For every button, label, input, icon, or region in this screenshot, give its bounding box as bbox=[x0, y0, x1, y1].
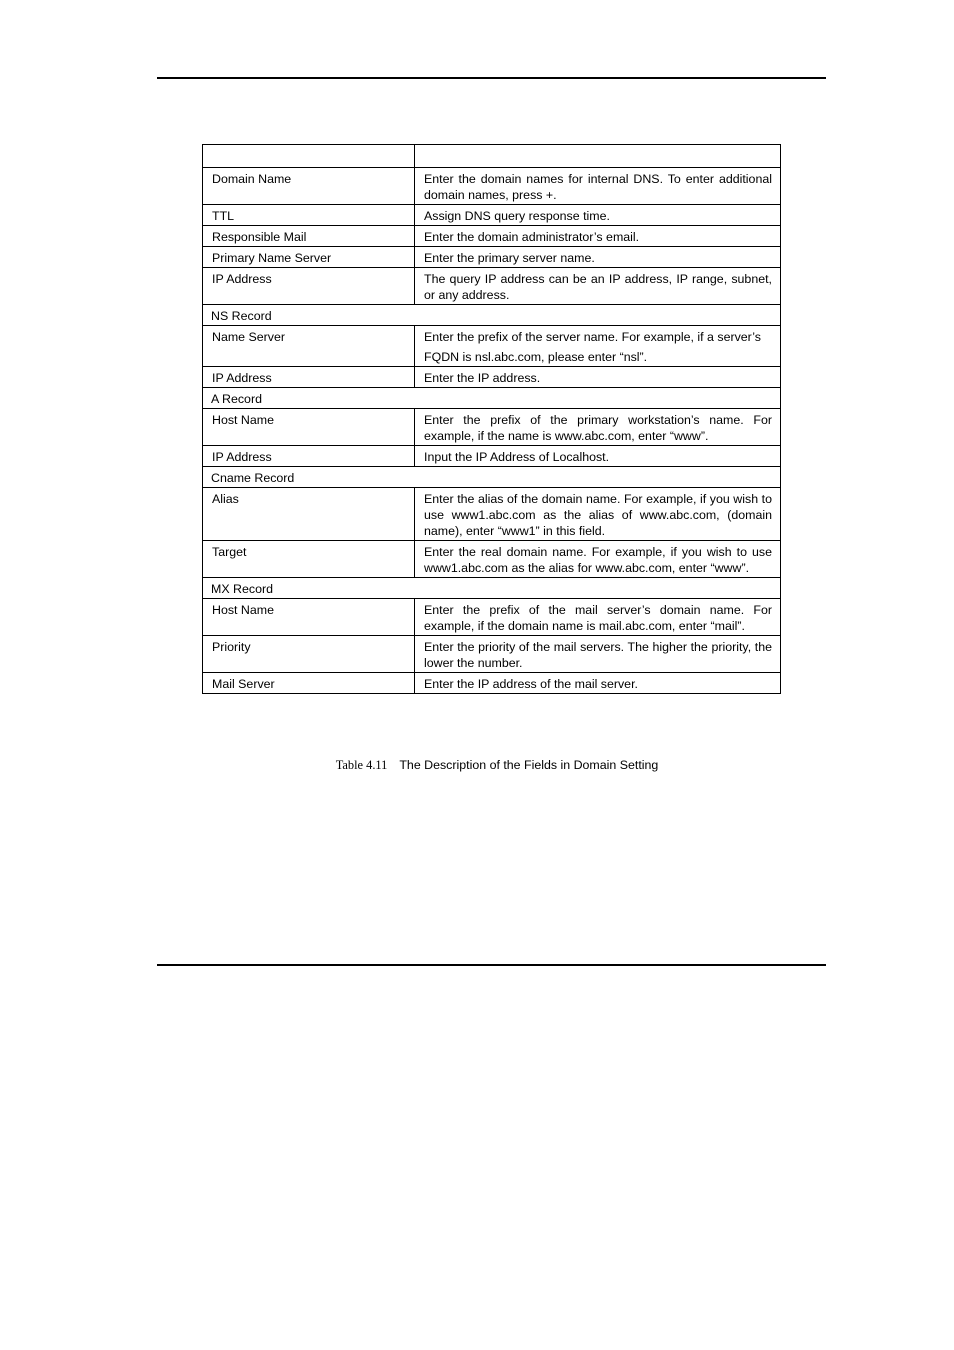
field-name: Name Server bbox=[203, 326, 415, 367]
caption-text: The Description of the Fields in Domain Setting bbox=[399, 758, 659, 772]
table-row bbox=[203, 636, 781, 673]
field-name: Alias bbox=[203, 488, 415, 541]
table-row bbox=[203, 326, 781, 367]
header-cell-field bbox=[203, 145, 415, 168]
section-row bbox=[203, 467, 781, 488]
description-paragraph: Assign DNS query response time. bbox=[424, 209, 610, 223]
section-row bbox=[203, 305, 781, 326]
table-row bbox=[203, 446, 781, 467]
field-description bbox=[415, 409, 781, 446]
description-paragraph: Enter the prefix of the primary workstation’s name. For example, if the name is www.abc.com, enter “www”. bbox=[424, 413, 772, 443]
footer-rule bbox=[157, 964, 826, 966]
field-name: Host Name bbox=[203, 409, 415, 446]
section-title: MX Record bbox=[203, 578, 781, 599]
table-row bbox=[203, 673, 781, 694]
field-description bbox=[415, 488, 781, 541]
field-name: Domain Name bbox=[203, 168, 415, 205]
field-description bbox=[415, 636, 781, 673]
field-description bbox=[415, 673, 781, 694]
table-row bbox=[203, 168, 781, 205]
description-paragraph: Enter the prefix of the server name. For example, if a server’s bbox=[424, 330, 761, 344]
description-paragraph: Enter the primary server name. bbox=[424, 251, 595, 265]
description-paragraph: Enter the real domain name. For example, if you wish to use www1.abc.com as the alias for www.abc.com, enter “www”. bbox=[424, 545, 772, 575]
description-paragraph: Enter the IP address of the mail server. bbox=[424, 677, 638, 691]
table-row bbox=[203, 268, 781, 305]
description-paragraph: Enter the IP address. bbox=[424, 371, 541, 385]
field-name: TTL bbox=[203, 205, 415, 226]
header-cell-description bbox=[415, 145, 781, 168]
table-row bbox=[203, 247, 781, 268]
field-name: IP Address bbox=[203, 446, 415, 467]
section-row bbox=[203, 578, 781, 599]
field-name: Responsible Mail bbox=[203, 226, 415, 247]
field-description bbox=[415, 367, 781, 388]
table-row bbox=[203, 488, 781, 541]
description-paragraph: FQDN is nsl.abc.com, please enter “nsl”. bbox=[424, 350, 648, 364]
field-name: IP Address bbox=[203, 367, 415, 388]
header-rule bbox=[157, 77, 826, 79]
description-paragraph: Input the IP Address of Localhost. bbox=[424, 450, 610, 464]
field-description bbox=[415, 541, 781, 578]
domain-fields-table bbox=[202, 144, 781, 694]
section-row bbox=[203, 388, 781, 409]
field-description bbox=[415, 326, 781, 367]
table-row bbox=[203, 205, 781, 226]
field-description bbox=[415, 226, 781, 247]
field-description bbox=[415, 168, 781, 205]
description-paragraph: Enter the prefix of the mail server’s domain name. For example, if the domain name is mail.abc.com, enter “mail”. bbox=[424, 603, 772, 633]
field-name: Mail Server bbox=[203, 673, 415, 694]
table-row bbox=[203, 541, 781, 578]
description-paragraph: Enter the alias of the domain name. For example, if you wish to use www1.abc.com as the alias of www.abc.com, (domain name), enter “www1” in this field. bbox=[424, 492, 772, 538]
field-name: Host Name bbox=[203, 599, 415, 636]
table-header-row bbox=[203, 145, 781, 168]
table-row bbox=[203, 226, 781, 247]
field-name: Priority bbox=[203, 636, 415, 673]
section-title: NS Record bbox=[203, 305, 781, 326]
field-name: Primary Name Server bbox=[203, 247, 415, 268]
field-description bbox=[415, 205, 781, 226]
table-row bbox=[203, 599, 781, 636]
section-title: Cname Record bbox=[203, 467, 781, 488]
table-row bbox=[203, 409, 781, 446]
description-paragraph: The query IP address can be an IP address, IP range, subnet, or any address. bbox=[424, 272, 772, 302]
table-caption bbox=[20, 757, 954, 773]
field-description bbox=[415, 247, 781, 268]
section-title: A Record bbox=[203, 388, 781, 409]
description-paragraph: Enter the priority of the mail servers. The higher the priority, the lower the number. bbox=[424, 640, 772, 670]
description-paragraph: Enter the domain names for internal DNS. To enter additional domain names, press +. bbox=[424, 172, 772, 202]
field-description bbox=[415, 446, 781, 467]
field-name: Target bbox=[203, 541, 415, 578]
field-description bbox=[415, 268, 781, 305]
caption-number: Table 4.11 bbox=[335, 758, 388, 772]
table-row bbox=[203, 367, 781, 388]
field-name: IP Address bbox=[203, 268, 415, 305]
field-description bbox=[415, 599, 781, 636]
description-paragraph: Enter the domain administrator’s email. bbox=[424, 230, 640, 244]
